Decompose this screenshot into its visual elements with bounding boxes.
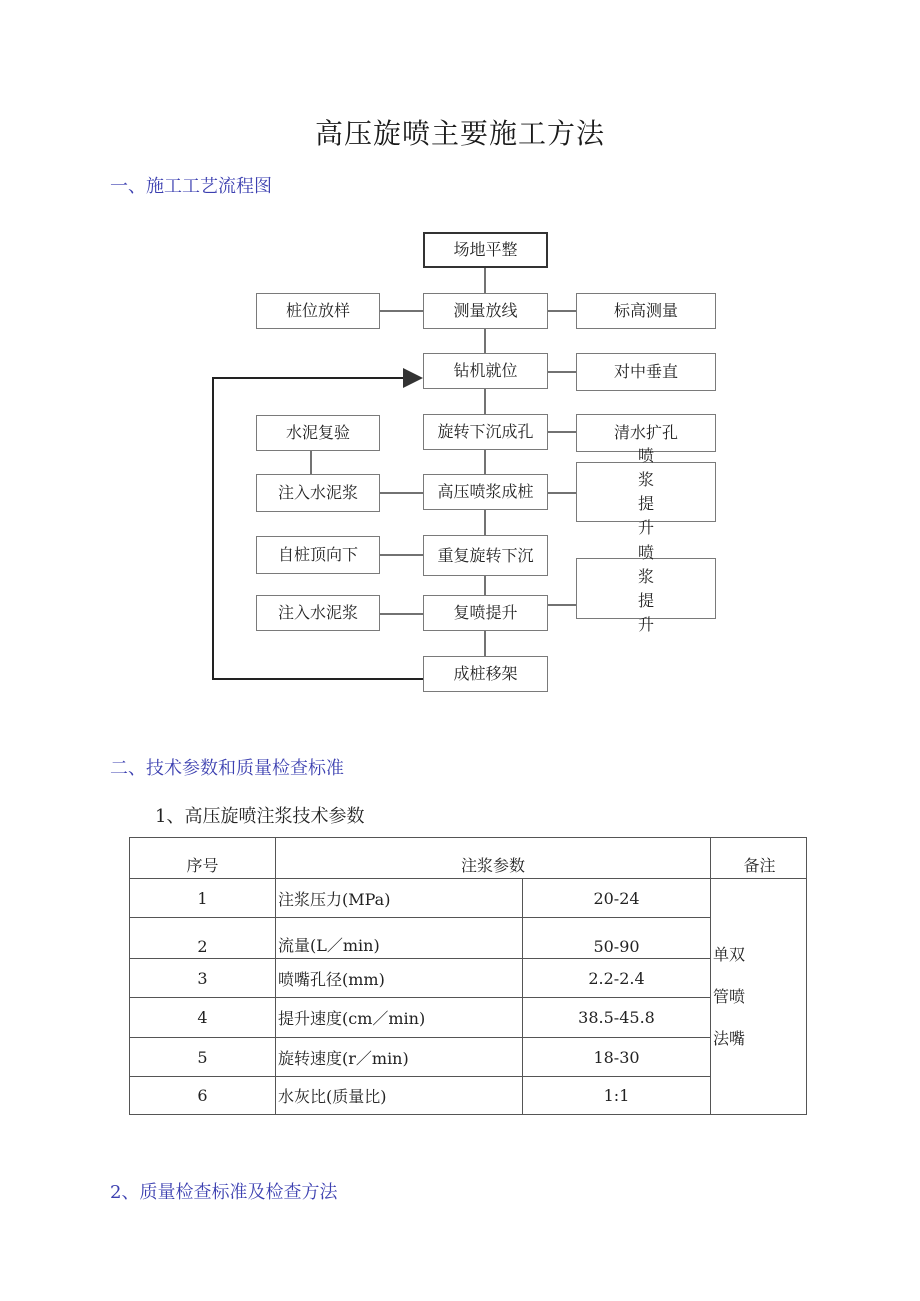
flow-step-7: 复喷提升 bbox=[423, 595, 548, 631]
flow-right-spray-lift-2 bbox=[576, 542, 716, 634]
params-table bbox=[129, 837, 807, 1115]
row-value: 18-30 bbox=[523, 1038, 711, 1077]
header-note: 备注 bbox=[711, 838, 807, 879]
note-cell bbox=[711, 879, 807, 1115]
flow-right-3: 清水扩孔 bbox=[576, 414, 716, 452]
header-param: 注浆参数 bbox=[276, 838, 711, 879]
row-name: 注浆压力(MPa) bbox=[276, 879, 523, 918]
row-value: 38.5-45.8 bbox=[523, 998, 711, 1038]
flow-left-4: 自桩顶向下 bbox=[256, 536, 380, 574]
page-title: 高压旋喷主要施工方法 bbox=[314, 117, 605, 150]
row-index: 6 bbox=[130, 1077, 276, 1115]
flow-step-3: 钻机就位 bbox=[423, 353, 548, 389]
flow-step-6: 重复旋转下沉 bbox=[423, 535, 548, 576]
row-index: 5 bbox=[130, 1038, 276, 1077]
note-line-2: 管喷 bbox=[713, 986, 746, 1006]
row-name: 旋转速度(r／min) bbox=[276, 1038, 523, 1077]
flow-right-spray-lift-1 bbox=[576, 446, 716, 537]
flow-step-2: 测量放线 bbox=[423, 293, 548, 329]
flow-right-lift-2: 提升 bbox=[637, 590, 692, 634]
flow-left-1: 桩位放样 bbox=[256, 293, 380, 329]
row-value: 1:1 bbox=[523, 1077, 711, 1115]
flow-right-lift-1: 提升 bbox=[637, 494, 692, 537]
table-row bbox=[130, 918, 807, 959]
row-index: 2 bbox=[130, 918, 276, 959]
subheading-quality: 2、质量检查标准及检查方法 bbox=[110, 1182, 338, 1203]
table-row bbox=[130, 959, 807, 998]
row-name: 喷嘴孔径(mm) bbox=[276, 959, 523, 998]
flow-left-2: 水泥复验 bbox=[256, 415, 380, 451]
section-heading-process: 一、施工工艺流程图 bbox=[110, 176, 272, 197]
flow-right-spray-2: 喷浆 bbox=[637, 542, 692, 586]
section-heading-params: 二、技术参数和质量检查标准 bbox=[110, 758, 344, 779]
subheading-tech-params: 1、高压旋喷注浆技术参数 bbox=[155, 806, 365, 827]
row-index: 1 bbox=[130, 879, 276, 918]
flow-step-1: 场地平整 bbox=[423, 232, 548, 268]
table-header-row bbox=[130, 838, 807, 879]
row-name: 提升速度(cm／min) bbox=[276, 998, 523, 1038]
flow-left-5: 注入水泥浆 bbox=[256, 595, 380, 631]
flow-right-spray-1: 喷浆 bbox=[637, 446, 692, 489]
row-value: 50-90 bbox=[523, 918, 711, 959]
flow-right-2: 对中垂直 bbox=[576, 353, 716, 391]
table-row bbox=[130, 1038, 807, 1077]
row-index: 3 bbox=[130, 959, 276, 998]
flow-left-3: 注入水泥浆 bbox=[256, 474, 380, 512]
header-index: 序号 bbox=[130, 838, 276, 879]
flow-right-1: 标高测量 bbox=[576, 293, 716, 329]
note-line-1: 单双 bbox=[713, 944, 746, 964]
flow-step-4: 旋转下沉成孔 bbox=[423, 414, 548, 450]
flow-step-8: 成桩移架 bbox=[423, 656, 548, 692]
table-row bbox=[130, 998, 807, 1038]
note-line-3: 法嘴 bbox=[713, 1028, 746, 1048]
table-row bbox=[130, 879, 807, 918]
flow-step-5: 高压喷浆成桩 bbox=[423, 474, 548, 510]
row-name: 流量(L／min) bbox=[276, 918, 523, 959]
table-row bbox=[130, 1077, 807, 1115]
row-name: 水灰比(质量比) bbox=[276, 1077, 523, 1115]
row-value: 2.2-2.4 bbox=[523, 959, 711, 998]
row-value: 20-24 bbox=[523, 879, 711, 918]
row-index: 4 bbox=[130, 998, 276, 1038]
